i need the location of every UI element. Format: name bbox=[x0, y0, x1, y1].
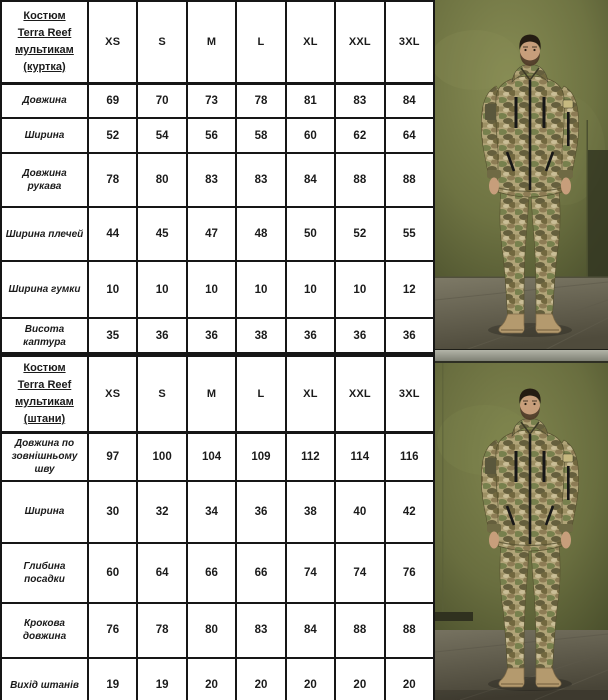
jacket_table-cell: 81 bbox=[286, 83, 335, 118]
jacket_table-cell: 69 bbox=[88, 83, 137, 118]
jacket_table-cell: 38 bbox=[236, 318, 285, 353]
jacket_table-cell: 56 bbox=[187, 118, 236, 153]
pants_table-cell: 74 bbox=[335, 543, 384, 603]
pants_table-cell: 42 bbox=[385, 481, 434, 543]
pants_table-row bbox=[1, 658, 434, 700]
jacket_table-cell: 47 bbox=[187, 207, 236, 261]
jacket_table-cell: 10 bbox=[137, 261, 186, 318]
pants_table-cell: 38 bbox=[286, 481, 335, 543]
pants_table-cell: 20 bbox=[286, 658, 335, 700]
jacket_table-row-label: Ширина плечей bbox=[1, 207, 88, 261]
jacket_table-row-label: Довжина рукава bbox=[1, 153, 88, 207]
jacket_table-cell: 64 bbox=[385, 118, 434, 153]
jacket_table-cell: 83 bbox=[236, 153, 285, 207]
jacket_table-cell: 35 bbox=[88, 318, 137, 353]
pants-size-table bbox=[0, 354, 435, 700]
pants_table-cell: 66 bbox=[236, 543, 285, 603]
jacket_table-size-XS: XS bbox=[88, 1, 137, 83]
jacket_table-cell: 88 bbox=[385, 153, 434, 207]
jacket_table-cell: 60 bbox=[286, 118, 335, 153]
pants_table-row-label: Ширина bbox=[1, 481, 88, 543]
jacket_table-cell: 10 bbox=[187, 261, 236, 318]
jacket_table-row bbox=[1, 207, 434, 261]
jacket_table-cell: 12 bbox=[385, 261, 434, 318]
photo-model-top bbox=[435, 0, 608, 350]
pants_table-cell: 19 bbox=[137, 658, 186, 700]
pants_table-row-label: Довжина по зовнішньому шву bbox=[1, 433, 88, 481]
jacket_table-size-XXL: XXL bbox=[335, 1, 384, 83]
jacket_table-size-S: S bbox=[137, 1, 186, 83]
jacket_table-cell: 58 bbox=[236, 118, 285, 153]
jacket_table-cell: 10 bbox=[236, 261, 285, 318]
jacket_table-cell: 70 bbox=[137, 83, 186, 118]
jacket_table-row bbox=[1, 261, 434, 318]
jacket_table-cell: 50 bbox=[286, 207, 335, 261]
jacket_table-cell: 62 bbox=[335, 118, 384, 153]
jacket_table-size-L: L bbox=[236, 1, 285, 83]
product-photos bbox=[435, 0, 608, 700]
jacket_table-row-label: Ширина гумки bbox=[1, 261, 88, 318]
pants_table-cell: 84 bbox=[286, 603, 335, 658]
jacket_table-size-XL: XL bbox=[286, 1, 335, 83]
jacket_table-cell: 45 bbox=[137, 207, 186, 261]
jacket-size-table bbox=[0, 0, 435, 354]
product-photos-canvas bbox=[435, 0, 608, 700]
pants_table-cell: 20 bbox=[236, 658, 285, 700]
pants_table-cell: 40 bbox=[335, 481, 384, 543]
pants_table-cell: 30 bbox=[88, 481, 137, 543]
jacket_table-size-M: M bbox=[187, 1, 236, 83]
jacket_table-cell: 10 bbox=[88, 261, 137, 318]
pants_table-cell: 80 bbox=[187, 603, 236, 658]
pants_table-cell: 34 bbox=[187, 481, 236, 543]
jacket_table-row-label: Довжина bbox=[1, 83, 88, 118]
pants_table-row-label: Крокова довжина bbox=[1, 603, 88, 658]
jacket_table-cell: 54 bbox=[137, 118, 186, 153]
jacket_table-row bbox=[1, 118, 434, 153]
pants_table-row bbox=[1, 433, 434, 481]
jacket_table-row bbox=[1, 153, 434, 207]
pants_table-cell: 20 bbox=[187, 658, 236, 700]
pants_table-cell: 116 bbox=[385, 433, 434, 481]
jacket_table-cell: 52 bbox=[88, 118, 137, 153]
jacket_table-cell: 78 bbox=[236, 83, 285, 118]
pants_table-cell: 100 bbox=[137, 433, 186, 481]
jacket_table-row-label: Ширина bbox=[1, 118, 88, 153]
jacket_table-cell: 36 bbox=[335, 318, 384, 353]
pants_table-row-label: Вихід штанів bbox=[1, 658, 88, 700]
pants_table-cell: 20 bbox=[385, 658, 434, 700]
pants_table-cell: 20 bbox=[335, 658, 384, 700]
jacket_table-title: Костюм Terra Reef мультикам (куртка) bbox=[1, 1, 88, 83]
jacket_table-cell: 10 bbox=[286, 261, 335, 318]
jacket_table-cell: 52 bbox=[335, 207, 384, 261]
pants_table-size-L: L bbox=[236, 356, 285, 433]
pants_table-size-XL: XL bbox=[286, 356, 335, 433]
jacket_table-cell: 36 bbox=[385, 318, 434, 353]
jacket_table-cell: 78 bbox=[88, 153, 137, 207]
jacket_table-cell: 10 bbox=[335, 261, 384, 318]
pants_table-cell: 32 bbox=[137, 481, 186, 543]
pants_table-cell: 36 bbox=[236, 481, 285, 543]
jacket_table-cell: 83 bbox=[187, 153, 236, 207]
pants_table-row bbox=[1, 481, 434, 543]
pants_table-cell: 104 bbox=[187, 433, 236, 481]
pants_table-cell: 78 bbox=[137, 603, 186, 658]
pants_table-cell: 76 bbox=[88, 603, 137, 658]
pants_table-size-XXL: XXL bbox=[335, 356, 384, 433]
pants_table-size-3XL: 3XL bbox=[385, 356, 434, 433]
pants_table-cell: 74 bbox=[286, 543, 335, 603]
jacket_table-cell: 44 bbox=[88, 207, 137, 261]
pants_table-title: Костюм Terra Reef мультикам (штани) bbox=[1, 356, 88, 433]
pants_table-cell: 114 bbox=[335, 433, 384, 481]
pants_table-cell: 60 bbox=[88, 543, 137, 603]
pants_table-cell: 64 bbox=[137, 543, 186, 603]
jacket_table-cell: 55 bbox=[385, 207, 434, 261]
jacket_table-row bbox=[1, 318, 434, 353]
jacket_table-cell: 88 bbox=[335, 153, 384, 207]
pants_table-row bbox=[1, 603, 434, 658]
pants_table-header-row bbox=[1, 356, 434, 433]
pants_table-cell: 66 bbox=[187, 543, 236, 603]
pants_table-cell: 19 bbox=[88, 658, 137, 700]
jacket_table-cell: 36 bbox=[286, 318, 335, 353]
pants_table-cell: 88 bbox=[385, 603, 434, 658]
pants_table-cell: 88 bbox=[335, 603, 384, 658]
pants_table-cell: 76 bbox=[385, 543, 434, 603]
jacket_table-cell: 48 bbox=[236, 207, 285, 261]
jacket_table-cell: 80 bbox=[137, 153, 186, 207]
pants_table-cell: 97 bbox=[88, 433, 137, 481]
jacket_table-cell: 84 bbox=[385, 83, 434, 118]
pants_table-size-XS: XS bbox=[88, 356, 137, 433]
jacket_table-cell: 73 bbox=[187, 83, 236, 118]
pants_table-cell: 112 bbox=[286, 433, 335, 481]
jacket_table-row-label: Висота каптура bbox=[1, 318, 88, 353]
jacket_table-cell: 36 bbox=[187, 318, 236, 353]
jacket_table-size-3XL: 3XL bbox=[385, 1, 434, 83]
jacket_table-cell: 83 bbox=[335, 83, 384, 118]
pants_table-cell: 83 bbox=[236, 603, 285, 658]
pants_table-row bbox=[1, 543, 434, 603]
jacket_table-row bbox=[1, 83, 434, 118]
pants_table-size-S: S bbox=[137, 356, 186, 433]
pants_table-row-label: Глибина посадки bbox=[1, 543, 88, 603]
jacket_table-header-row bbox=[1, 1, 434, 83]
pants_table-size-M: M bbox=[187, 356, 236, 433]
pants_table-cell: 109 bbox=[236, 433, 285, 481]
jacket_table-cell: 36 bbox=[137, 318, 186, 353]
photo-model-bottom bbox=[435, 350, 608, 700]
jacket_table-cell: 84 bbox=[286, 153, 335, 207]
